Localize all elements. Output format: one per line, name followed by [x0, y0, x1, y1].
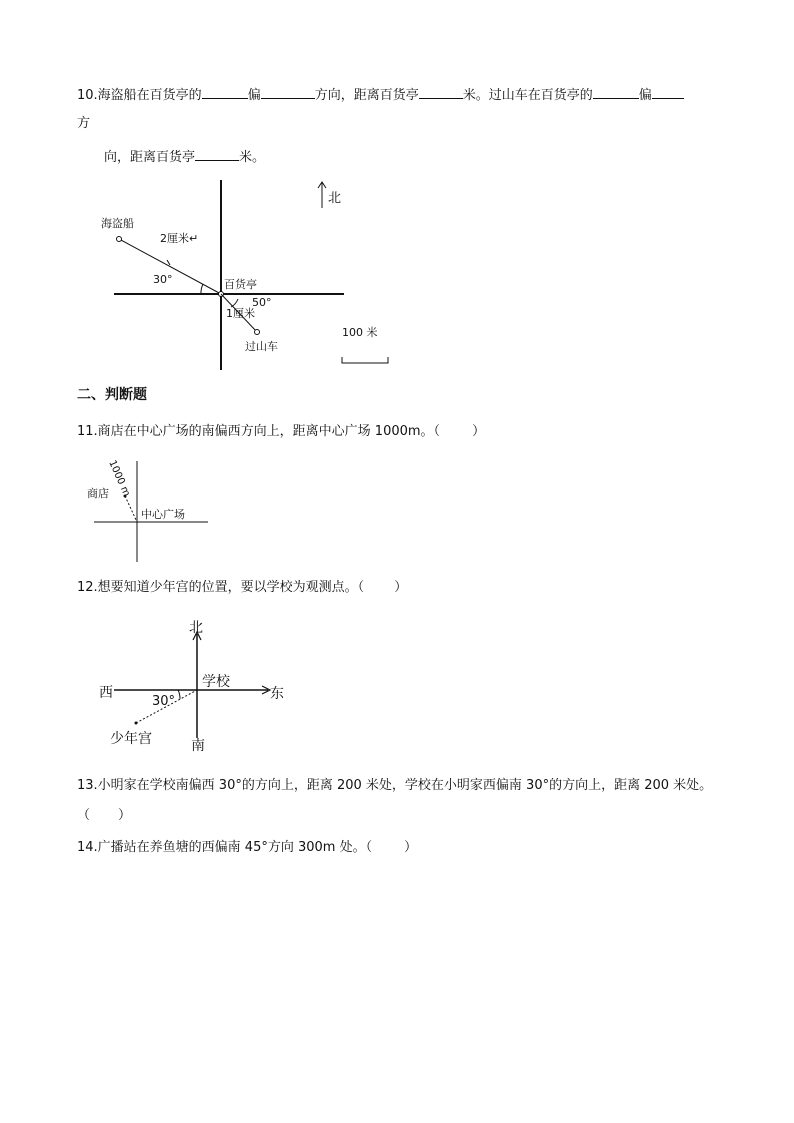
question-10-line2 [77, 115, 90, 133]
q10-text-part5: 偏 [638, 88, 652, 103]
question-10-line3 [104, 146, 265, 167]
q13-paren-open: （ [77, 808, 91, 823]
q10-blank-4[interactable] [593, 84, 639, 99]
question-13 [77, 777, 712, 795]
q10-blank-3[interactable] [419, 84, 463, 99]
q10-angle-arc-1 [201, 284, 203, 294]
q10-text-part3: 方向，距离百货亭 [314, 88, 419, 103]
q12-school-label: 学校 [202, 674, 230, 690]
q10-coaster-point [255, 330, 260, 335]
q12-palace-point [135, 722, 138, 725]
q10-angle1-label: 30° [153, 273, 173, 286]
q10-blank-1[interactable] [202, 84, 248, 99]
question-12 [77, 579, 407, 597]
q11-center-label: 中心广场 [141, 508, 185, 521]
question-14 [77, 839, 417, 857]
q13-paren-close: ） [118, 808, 132, 823]
section-title: 二、判断题 [77, 387, 147, 403]
q11-diagram [87, 456, 220, 566]
q10-text-part4: 米。过山车在百货亭的 [462, 88, 593, 103]
q10-angle-arc-2 [231, 299, 238, 307]
q10-scale-bar [342, 357, 388, 363]
q10-diagram [90, 172, 430, 372]
q13-text: 13.小明家在学校南偏西 30°的方向上，距离 200 米处，学校在小明家西偏南 30°的方向上，距离 200 米处。 [77, 778, 713, 793]
question-13-paren [77, 807, 131, 825]
question-11 [77, 423, 485, 441]
q10-scale-label: 100 米 [342, 326, 378, 339]
q12-south-label: 南 [191, 738, 205, 754]
q10-pirate-point [117, 237, 122, 242]
q12-palace-label: 少年宫 [110, 731, 152, 747]
q10-coaster-label: 过山车 [245, 340, 278, 353]
q11-paren-close: ） [472, 424, 486, 439]
q10-text-part1: 10.海盗船在百货亭的 [77, 88, 202, 103]
q10-blank-5[interactable] [652, 84, 684, 99]
q10-blank-6[interactable] [195, 146, 239, 161]
q11-distance-label: 1000 m [106, 458, 132, 499]
q11-shop-line [125, 496, 137, 522]
q12-east-label: 东 [270, 686, 284, 702]
q12-angle-label: 30° [152, 694, 176, 709]
q12-north-label: 北 [189, 620, 203, 636]
q14-text: 14.广播站在养鱼塘的西偏南 45°方向 300m 处。（ [77, 840, 373, 855]
q12-angle-arc [178, 690, 180, 699]
q14-paren-close: ） [404, 840, 418, 855]
q10-distance2-label: 1厘米 [226, 307, 255, 320]
q11-shop-label: 商店 [87, 487, 109, 500]
q10-north-label: 北 [328, 191, 342, 206]
q12-paren-close: ） [394, 580, 408, 595]
q10-pirate-label: 海盗船 [101, 217, 134, 230]
q10-text-part2: 偏 [247, 88, 261, 103]
q12-diagram [94, 618, 294, 758]
q10-center-label: 百货亭 [224, 278, 257, 291]
q10-distance1-label: 2厘米↵ [160, 232, 199, 245]
q11-text: 11.商店在中心广场的南偏西方向上，距离中心广场 1000m。（ [77, 424, 441, 439]
q10-angle2-label: 50° [252, 296, 272, 309]
q10-text-part8: 米。 [239, 150, 266, 165]
q10-blank-2[interactable] [261, 84, 315, 99]
q10-text-part7: 向，距离百货亭 [104, 150, 196, 165]
q12-west-label: 西 [99, 685, 113, 701]
q10-text-part6: 方 [77, 116, 91, 131]
question-10-line1 [77, 84, 684, 105]
q12-text: 12.想要知道少年宫的位置，要以学校为观测点。（ [77, 580, 365, 595]
q10-tick-mark [167, 260, 170, 265]
